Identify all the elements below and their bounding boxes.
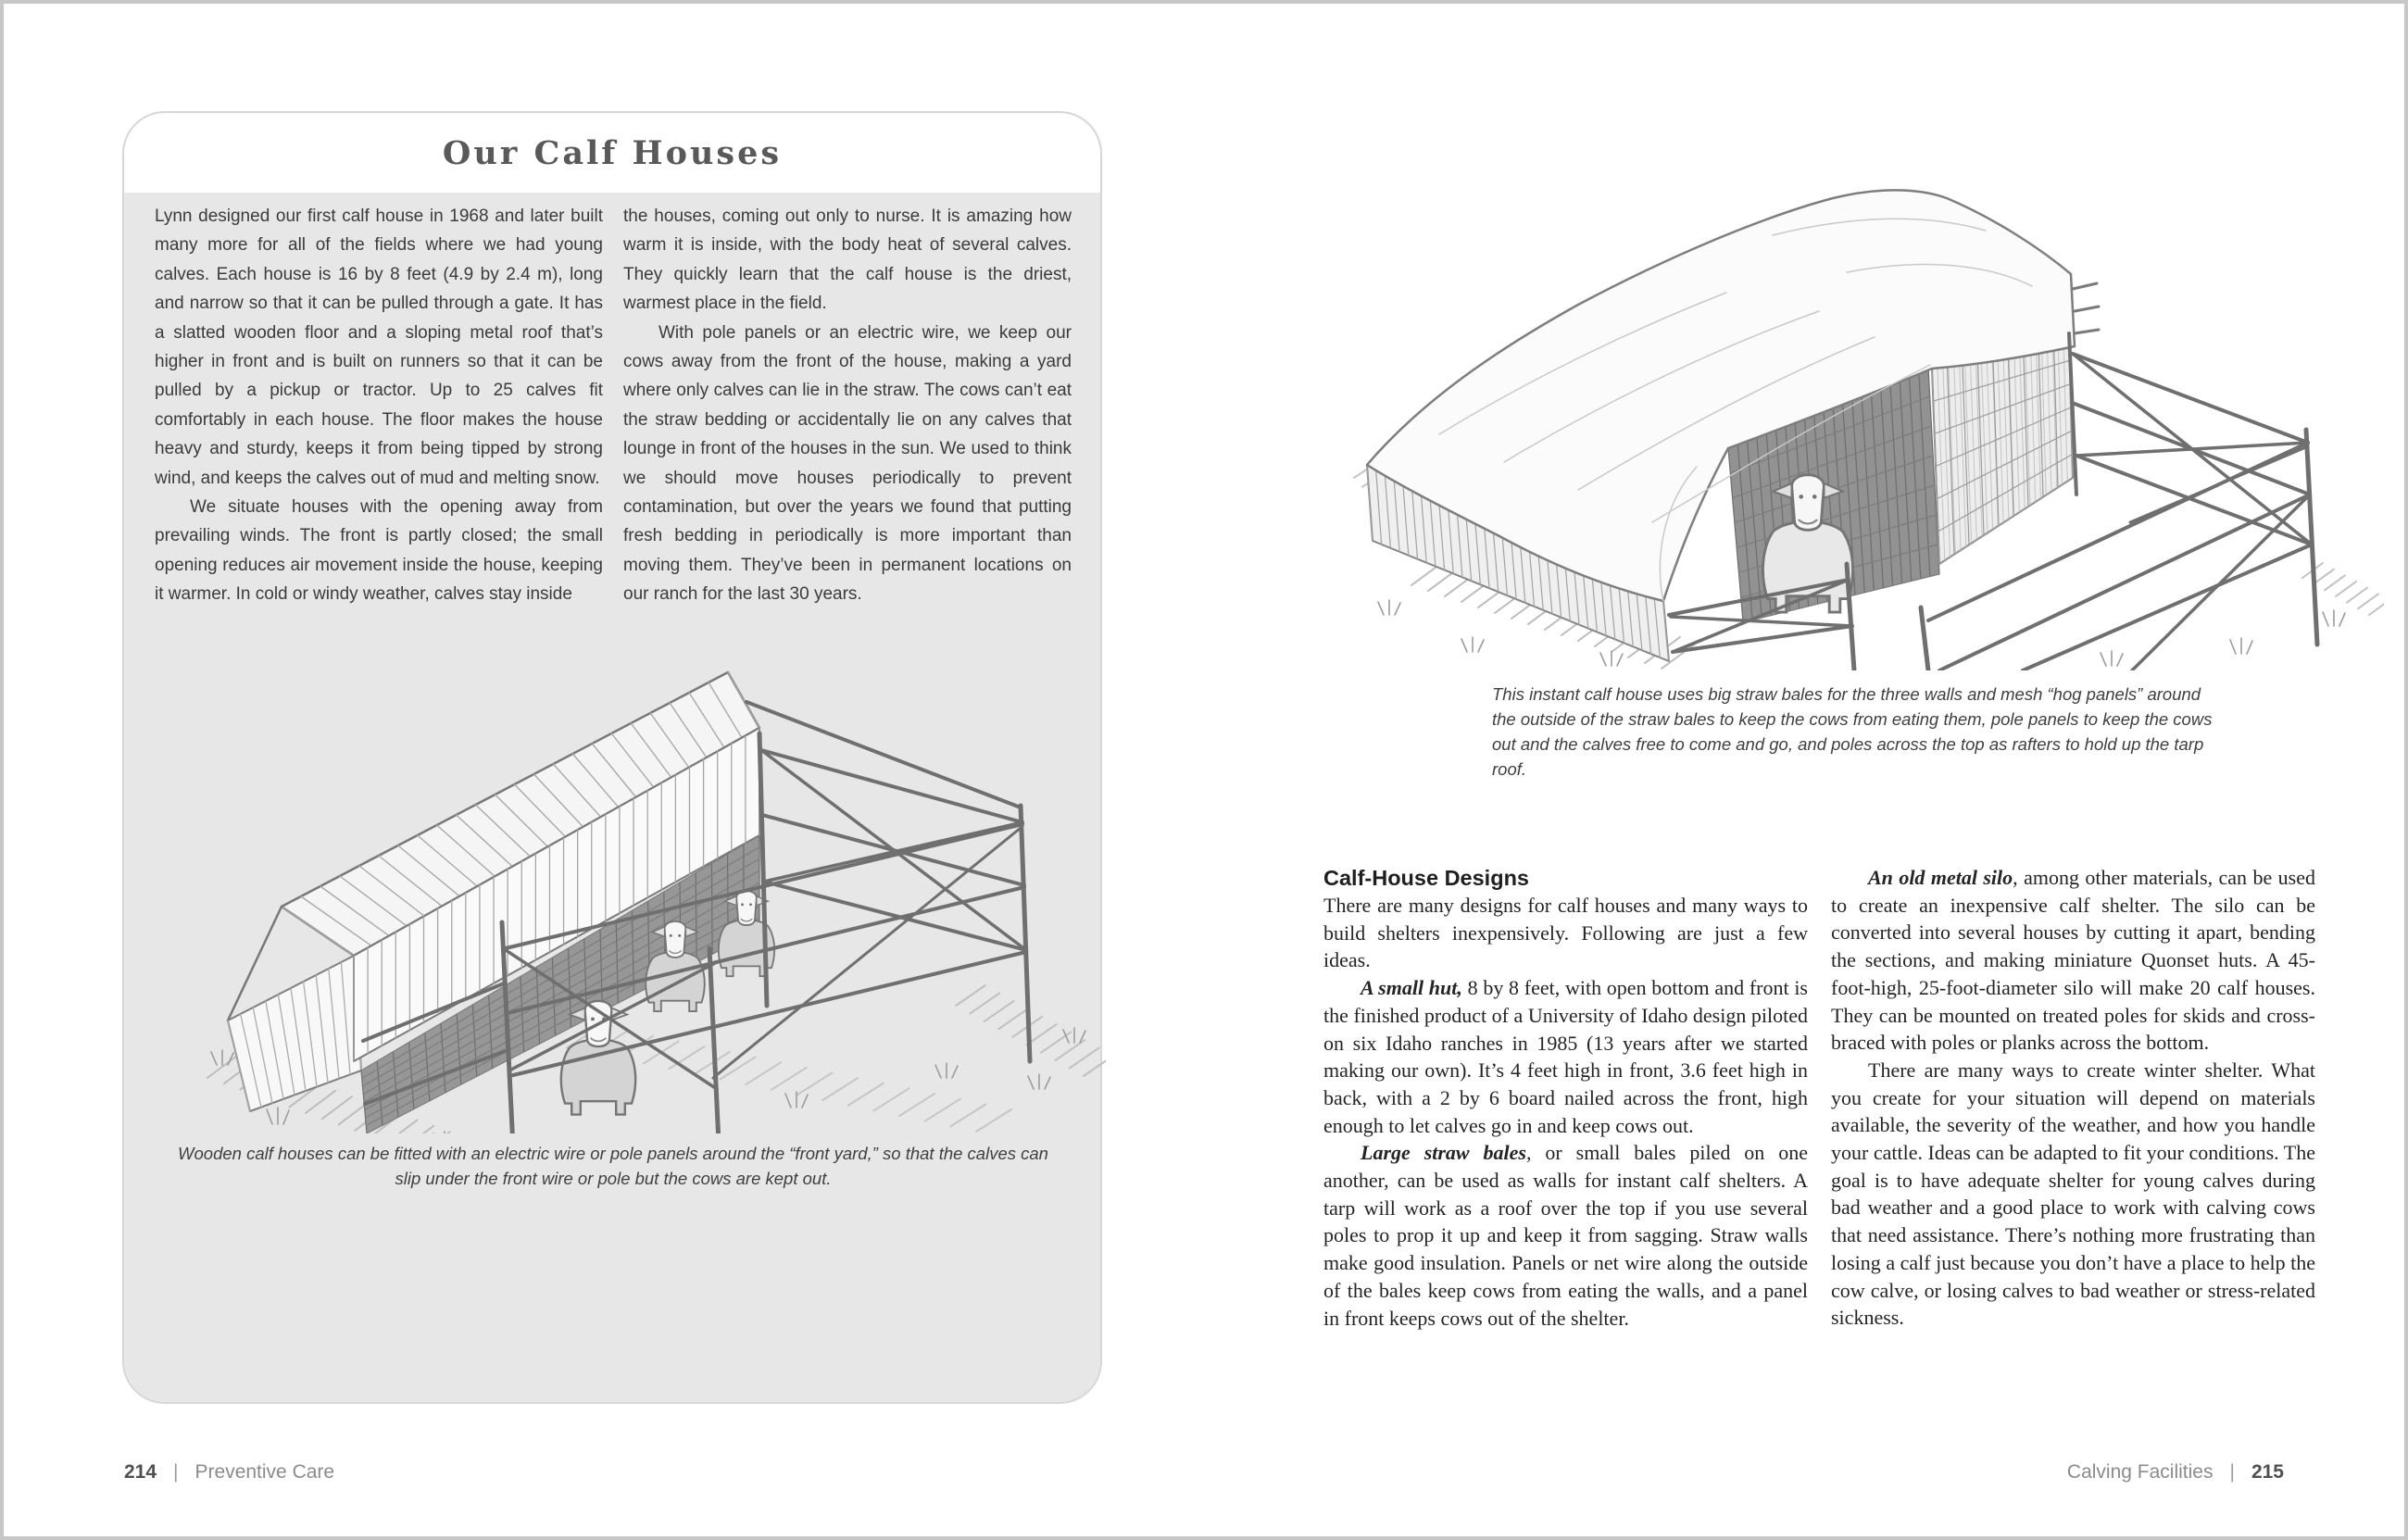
feature-box-header bbox=[124, 113, 1100, 193]
straw-bale-calf-house-illustration bbox=[1328, 59, 2384, 670]
paragraph: There are many ways to create winter shelter. What you create for your situation will depend on materials available, the severity of the weather, and how you handle your cattle. Ideas can be adapted to fit your conditions. The goal is to have adequate shelter for young calves during bad weather and a good place to work with calving cows that need assistance. There’s nothing more frustrating than losing a calf just because you don’t have a place to help the cow calve, or losing calves to bad weather or stress-related sickness. bbox=[1831, 1058, 2315, 1330]
paragraph: the houses, coming out only to nurse. It is amazing how warm it is inside, with the body heat of several calves. They quickly learn that the calf house is the driest, warmest place in the field. bbox=[623, 207, 1072, 314]
page-title: Our Calf Houses bbox=[442, 133, 783, 172]
right-page-column-1 bbox=[1323, 892, 1808, 1332]
left-illustration-caption: Wooden calf houses can be fitted with an electric wire or pole panels around the “front yard,” so that the calves can slip under the front wire or pole but the cows are kept out. bbox=[178, 1144, 1048, 1188]
paragraph-text: 8 by 8 feet, with open bottom and front is the finished product of a University of Idaho design piloted on six Idaho ranches in 1985 (13 years after we started making our own). It’s 4 feet high in front, 3.6 feet high in back, with a 2 by 6 board nailed across the front, high enough to let calves go in and keep cows out. bbox=[1323, 976, 1808, 1137]
paragraph: Lynn designed our first calf house in 1968 and later built many more for all of the fields where we had young calves. Each house is 16 by 8 feet (4.9 by 2.4 m), long and narrow so that it can be pulled through a gate. It has a slatted wooden floor and a sloping metal roof that’s higher in front and is built on runners so that it can be pulled by a pickup or tractor. Up to 25 calves fit comfortably in each house. The floor makes the house heavy and sturdy, keeps it from being tipped by strong wind, and keeps the calves out of mud and melting snow. bbox=[155, 207, 603, 488]
feature-box-column-1 bbox=[155, 202, 603, 609]
left-page-footer bbox=[124, 1461, 334, 1484]
paragraph-lead: Large straw bales bbox=[1361, 1141, 1526, 1165]
rafter-pole-ends bbox=[2073, 283, 2099, 333]
wooden-calf-house-illustration bbox=[143, 643, 1106, 1133]
left-section-title: Preventive Care bbox=[194, 1461, 335, 1483]
footer-separator: | bbox=[173, 1461, 179, 1483]
section-heading: Calf-House Designs bbox=[1323, 866, 1529, 890]
right-page-column-2 bbox=[1831, 864, 2315, 1332]
paragraph: There are many designs for calf houses and many ways to build shelters inexpensively. Following are just a few ideas. bbox=[1323, 894, 1808, 972]
paragraph-lead: An old metal silo bbox=[1868, 866, 2013, 889]
right-page-number: 215 bbox=[2251, 1461, 2284, 1483]
paragraph-text: , among other materials, can be used to create an inexpensive calf shelter. The silo can be converted into several houses by cutting it apart, bending the sections, and making miniature Quonset huts. A 45-foot-high, 25-foot-diameter silo will make 20 calf houses. They can be mounted on treated poles for skids and cross-braced with poles or planks across the bottom. bbox=[1831, 866, 2315, 1055]
left-page-number: 214 bbox=[124, 1461, 157, 1483]
right-section-title: Calving Facilities bbox=[2066, 1461, 2214, 1483]
paragraph: With pole panels or an electric wire, we keep our cows away from the front of the house, making a yard where only calves can lie in the straw. The cows can’t eat the straw bedding or accidentally lie on any calves that lounge in front of the houses in the sun. We used to think we should move houses periodically to prevent contamination, but over the years we found that putting fresh bedding in periodically is more important than moving them. They’ve been in permanent locations on our ranch for the last 30 years. bbox=[623, 322, 1072, 605]
paragraph-text: , or small bales piled on one another, can be used as walls for instant calf shelters. A tarp will work as a roof over the top if you use several poles to prop it up and keep it from sagging. Straw walls make good insulation. Panels or net wire along the outside of the bales keep cows from eating the walls, and a panel in front keeps cows out of the shelter. bbox=[1323, 1141, 1808, 1330]
paragraph bbox=[1831, 864, 2315, 1057]
feature-box-columns bbox=[155, 202, 1072, 609]
feature-box-column-2 bbox=[623, 202, 1072, 609]
right-illustration-caption: This instant calf house uses big straw bales for the three walls and mesh “hog panels” around the outside of the straw bales to keep the cows from eating them, pole panels to keep the cows out and the calves free to come and go, and poles across the top as rafters to hold up the tarp roof. bbox=[1492, 684, 2213, 779]
paragraph: We situate houses with the opening away from prevailing winds. The front is partly closed; the small opening reduces air movement inside the house, keeping it warmer. In cold or windy weather, calves stay inside bbox=[155, 497, 603, 605]
paragraph-lead: A small hut, bbox=[1361, 976, 1462, 1000]
right-page-footer bbox=[2067, 1461, 2284, 1484]
paragraph bbox=[1323, 1139, 1808, 1332]
paragraph bbox=[1323, 974, 1808, 1139]
footer-separator: | bbox=[2229, 1461, 2235, 1483]
